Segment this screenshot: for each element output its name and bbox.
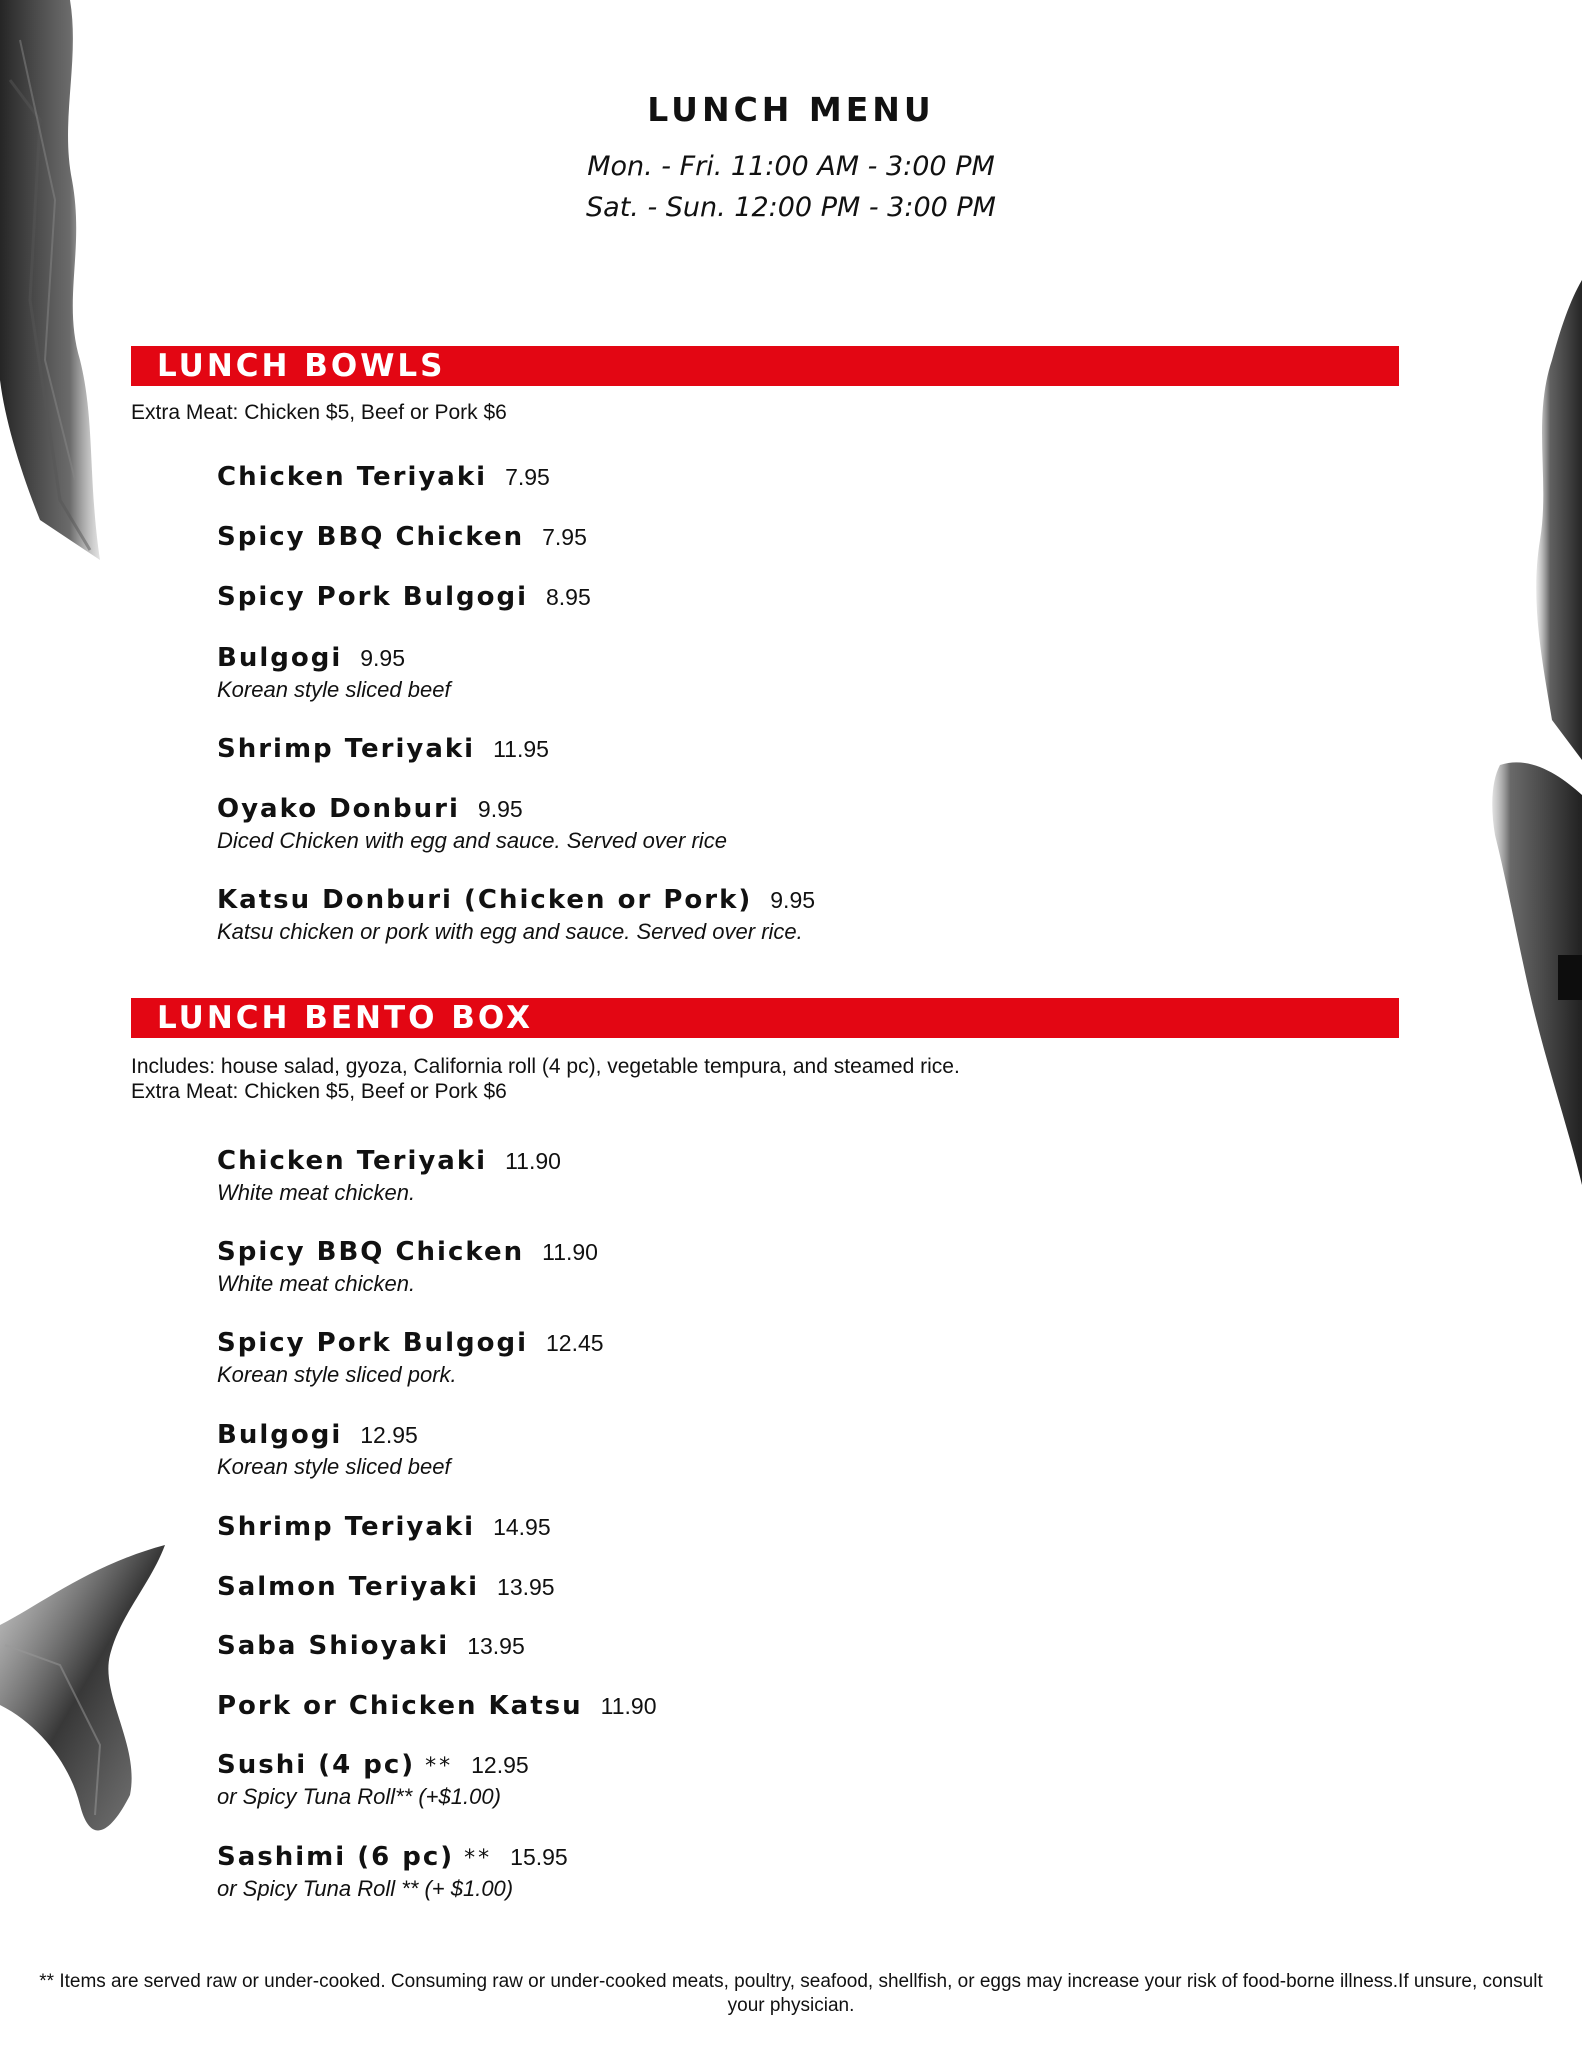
item-name: Bulgogi	[217, 643, 343, 673]
raw-item-mark: **	[464, 1846, 493, 1871]
section-note-extra-meat: Extra Meat: Chicken $5, Beef or Pork $6	[131, 401, 507, 424]
menu-item	[217, 1750, 529, 1810]
menu-item	[217, 1691, 657, 1721]
item-price: 15.95	[510, 1844, 568, 1870]
item-price: 9.95	[477, 796, 523, 822]
item-price: 12.95	[360, 1422, 418, 1448]
section-title: LUNCH BENTO BOX	[157, 1000, 534, 1036]
hours-weekend: Sat. - Sun. 12:00 PM - 3:00 PM	[586, 192, 996, 223]
section-note-extra-meat: Extra Meat: Chicken $5, Beef or Pork $6	[131, 1080, 507, 1103]
brush-stroke-right-mid	[1490, 755, 1582, 1185]
item-description: Diced Chicken with egg and sauce. Served over rice	[217, 828, 727, 853]
item-name: Spicy Pork Bulgogi	[217, 582, 528, 612]
item-price: 7.95	[505, 464, 550, 490]
item-description: Korean style sliced beef	[217, 677, 451, 702]
menu-item	[217, 885, 815, 945]
item-price: 8.95	[545, 584, 591, 610]
raw-food-disclaimer: ** Items are served raw or under-cooked. Consuming raw or under-cooked meats, poultry, seafood, shellfish, or eggs may increase your risk of food-borne illness.If unsure, consult your physician.	[39, 1971, 1543, 2016]
item-name: Sashimi (6 pc)	[217, 1842, 455, 1872]
item-description: Korean style sliced pork.	[217, 1362, 457, 1387]
section-title: LUNCH BOWLS	[157, 348, 446, 384]
item-name: Spicy BBQ Chicken	[217, 522, 525, 552]
menu-item	[217, 1572, 555, 1602]
section-note-includes: Includes: house salad, gyoza, California roll (4 pc), vegetable tempura, and steamed rice.	[131, 1055, 960, 1078]
item-description: Korean style sliced beef	[217, 1454, 451, 1479]
menu-item	[217, 1512, 551, 1542]
item-name: Spicy BBQ Chicken	[217, 1237, 525, 1267]
hours-weekday: Mon. - Fri. 11:00 AM - 3:00 PM	[587, 151, 995, 182]
item-name: Spicy Pork Bulgogi	[217, 1328, 528, 1358]
item-name: Bulgogi	[217, 1420, 343, 1450]
section-header-lunch-bento-box	[131, 998, 1399, 1038]
item-name: Chicken Teriyaki	[217, 462, 488, 492]
menu-item	[217, 794, 727, 854]
item-price: 12.45	[545, 1330, 604, 1356]
item-price: 11.95	[493, 736, 549, 762]
item-price: 12.95	[471, 1752, 529, 1778]
menu-item	[217, 582, 591, 612]
item-price: 9.95	[360, 645, 406, 671]
item-description: or Spicy Tuna Roll** (+$1.00)	[217, 1784, 501, 1809]
item-price: 11.90	[505, 1148, 561, 1174]
menu-item	[217, 462, 550, 492]
brush-stroke-right-top	[1522, 280, 1582, 760]
item-name: Shrimp Teriyaki	[217, 1512, 476, 1542]
menu-header	[0, 86, 1582, 228]
hours-block	[0, 146, 1582, 228]
item-name: Oyako Donburi	[217, 794, 460, 824]
item-price: 13.95	[497, 1574, 555, 1600]
item-name: Chicken Teriyaki	[217, 1146, 488, 1176]
item-price: 11.90	[600, 1693, 657, 1719]
item-price: 11.90	[542, 1239, 598, 1265]
menu-item	[217, 1328, 604, 1388]
menu-item	[217, 1631, 525, 1661]
item-name: Shrimp Teriyaki	[217, 734, 476, 764]
menu-item	[217, 734, 549, 764]
menu-item	[217, 1237, 598, 1297]
page-title: LUNCH MENU	[647, 90, 935, 129]
item-price: 13.95	[467, 1633, 525, 1659]
menu-item	[217, 643, 451, 703]
menu-item	[217, 1420, 451, 1480]
footer	[0, 1970, 1582, 2018]
item-price: 7.95	[542, 524, 587, 550]
menu-item	[217, 522, 587, 552]
item-name: Sushi (4 pc)	[217, 1750, 416, 1780]
menu-item	[217, 1146, 561, 1206]
item-name: Saba Shioyaki	[217, 1631, 450, 1661]
section-header-lunch-bowls	[131, 346, 1399, 386]
menu-item	[217, 1842, 568, 1902]
item-name: Katsu Donburi (Chicken or Pork)	[217, 885, 753, 915]
item-description: or Spicy Tuna Roll ** (+ $1.00)	[217, 1876, 514, 1901]
item-name: Pork or Chicken Katsu	[217, 1691, 583, 1721]
item-price: 9.95	[770, 887, 816, 913]
brush-stroke-bottom-left	[0, 1545, 175, 1845]
raw-item-mark: **	[425, 1754, 454, 1779]
item-price: 14.95	[493, 1514, 551, 1540]
item-description: White meat chicken.	[217, 1180, 416, 1205]
item-name: Salmon Teriyaki	[217, 1572, 480, 1602]
item-description: Katsu chicken or pork with egg and sauce. Served over rice.	[217, 919, 803, 944]
item-description: White meat chicken.	[217, 1271, 416, 1296]
